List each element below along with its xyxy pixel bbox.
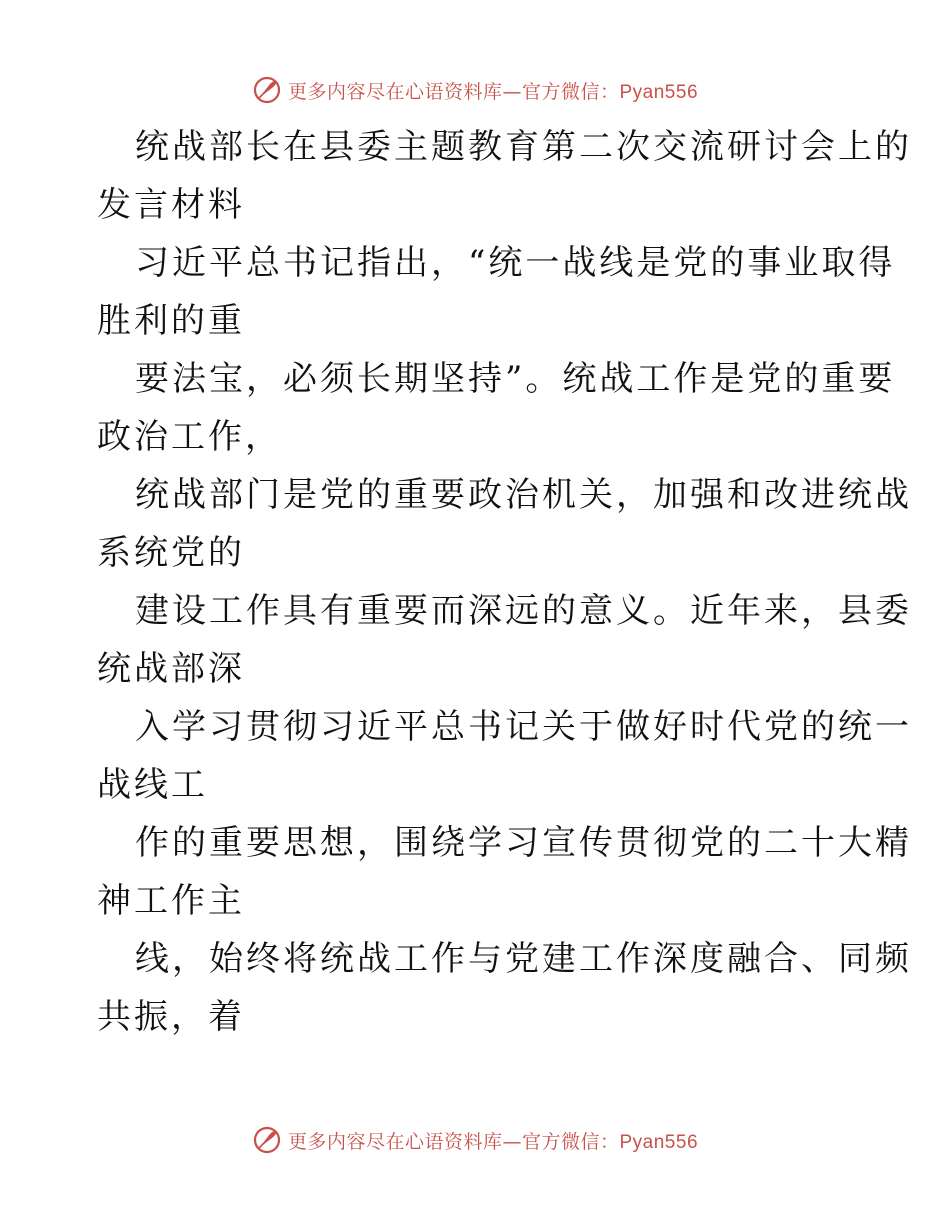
paragraph-line: 线，始终将统战工作与党建工作深度融合、同频 共振，着 <box>97 939 912 1037</box>
document-body <box>97 118 912 1046</box>
brand-quill-icon <box>252 1125 282 1155</box>
paragraph-line: 要法宝，必须长期坚持”。统战工作是党的重要 政治工作， <box>97 359 896 457</box>
paragraph-line: 作的重要思想，围绕学习宣传贯彻党的二十大精 神工作主 <box>97 823 912 921</box>
paragraph-line: 入学习贯彻习近平总书记关于做好时代党的统一 战线工 <box>97 707 912 805</box>
header-banner <box>0 72 950 108</box>
wechat-id: Pyan556 <box>619 1131 699 1153</box>
banner-text: 更多内容尽在心语资料库—官方微信：Pyan556 <box>287 1130 699 1153</box>
footer-banner <box>0 1122 950 1158</box>
paragraph-line: 统战部门是党的重要政治机关，加强和改进统战 系统党的 <box>97 475 912 573</box>
paragraph-line: 统战部长在县委主题教育第二次交流研讨会上的 发言材料 <box>97 127 912 225</box>
wechat-id: Pyan556 <box>619 81 699 103</box>
banner-text: 更多内容尽在心语资料库—官方微信：Pyan556 <box>287 80 699 103</box>
paragraph-line: 建设工作具有重要而深远的意义。近年来，县委 统战部深 <box>97 591 912 689</box>
paragraph-line: 习近平总书记指出，“统一战线是党的事业取得 胜利的重 <box>97 243 896 341</box>
brand-quill-icon <box>252 75 282 105</box>
